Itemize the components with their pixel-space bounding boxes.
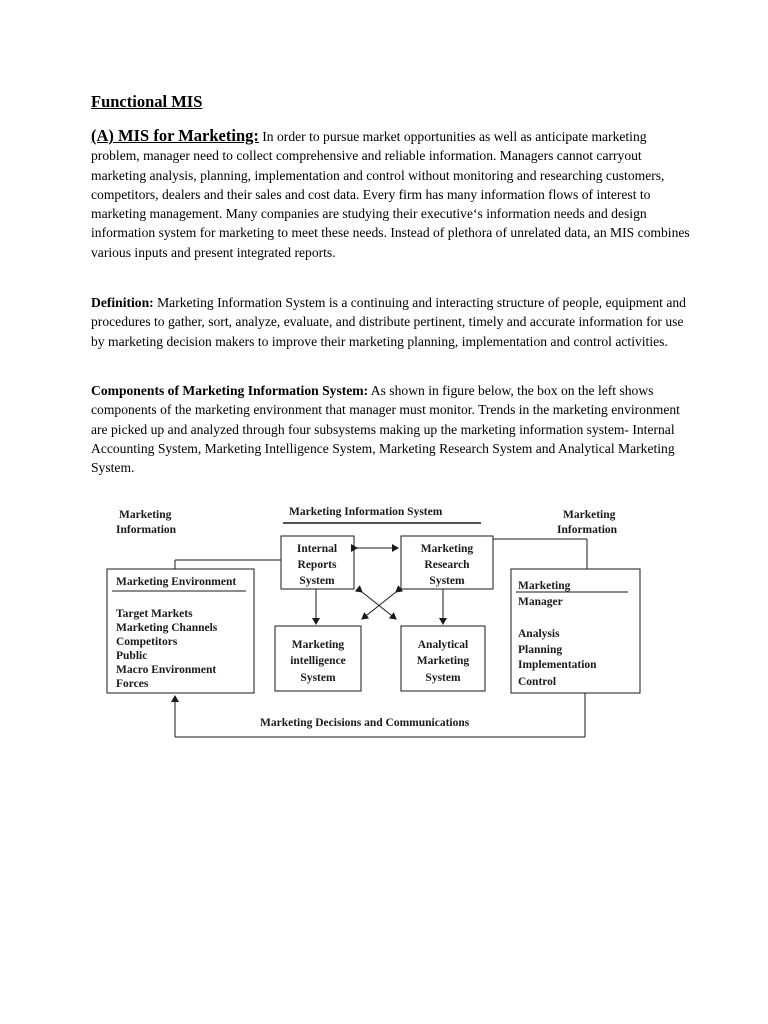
section-mis-marketing <box>91 126 691 262</box>
components-text: As shown in figure below, the box on the left shows components of the marketing environment that manager must monitor. Trends in the marketing environment are picked up and analyzed through four subsystems making up the marketing information system- Internal Accounting System, Marketing Intelligence System, Marketing Research System and Analytical Marketing System. <box>91 383 680 476</box>
definition-label: Definition: <box>91 295 154 310</box>
environment-title: Marketing Environment <box>116 576 237 588</box>
marketing-research-line-2: Research <box>424 559 470 571</box>
analytical-line-1: Analytical <box>417 639 469 651</box>
intelligence-line-2: intelligence <box>290 655 346 667</box>
environment-item: Target Markets <box>116 608 193 620</box>
manager-item: Implementation <box>518 659 597 671</box>
environment-item: Public <box>116 650 148 662</box>
manager-title-2: Manager <box>518 596 563 608</box>
environment-item: Competitors <box>116 636 178 648</box>
manager-item: Control <box>518 676 557 688</box>
internal-reports-line-3: System <box>299 575 335 587</box>
definition-paragraph <box>91 293 691 351</box>
components-paragraph <box>91 381 691 477</box>
marketing-research-line-3: System <box>429 575 465 587</box>
marketing-information-system-diagram <box>0 495 768 745</box>
bottom-label: Marketing Decisions and Communications <box>260 717 470 729</box>
manager-title-1: Marketing <box>518 580 571 592</box>
analytical-line-3: System <box>425 672 461 684</box>
manager-item: Planning <box>518 644 563 656</box>
left-info-label-1: Marketing <box>119 509 172 521</box>
manager-item: Analysis <box>518 628 560 640</box>
internal-reports-line-2: Reports <box>297 559 337 571</box>
analytical-line-2: Marketing <box>416 655 470 667</box>
right-info-label-1: Marketing <box>563 509 616 521</box>
page-title: Functional MIS <box>91 92 203 111</box>
definition-text: Marketing Information System is a continuing and interacting structure of people, equipment and procedures to gather, sort, analyze, evaluate, and distribute pertinent, timely and accurate information for use by marketing decision makers to improve their marketing planning, implementation and control activities. <box>91 295 686 349</box>
environment-item: Forces <box>116 678 149 690</box>
environment-item: Marketing Channels <box>116 622 218 634</box>
environment-item: Macro Environment <box>116 664 217 676</box>
intelligence-line-3: System <box>300 672 336 684</box>
internal-reports-line-1: Internal <box>296 543 338 555</box>
components-label: Components of Marketing Information System: <box>91 383 369 398</box>
section-heading: (A) MIS for Marketing: <box>91 126 259 145</box>
left-info-label-2: Information <box>116 524 177 536</box>
mis-title: Marketing Information System <box>289 506 443 518</box>
section-text: In order to pursue market opportunities as well as anticipate marketing problem, manager need to collect comprehensive and reliable information. Managers cannot carryout marketing analysis, planning, implementation and control without monitoring and researching customers, competitors, dealers and their sales and cost data. Every firm has many information flows of interest to marketing management. Many companies are studying their executive‘s information needs and design information system for marketing to meet these needs. Instead of plethora of unrelated data, an MIS combines various inputs and present integrated reports. <box>91 129 690 260</box>
marketing-research-line-1: Marketing <box>420 543 474 555</box>
intelligence-line-1: Marketing <box>291 639 345 651</box>
right-info-label-2: Information <box>557 524 618 536</box>
